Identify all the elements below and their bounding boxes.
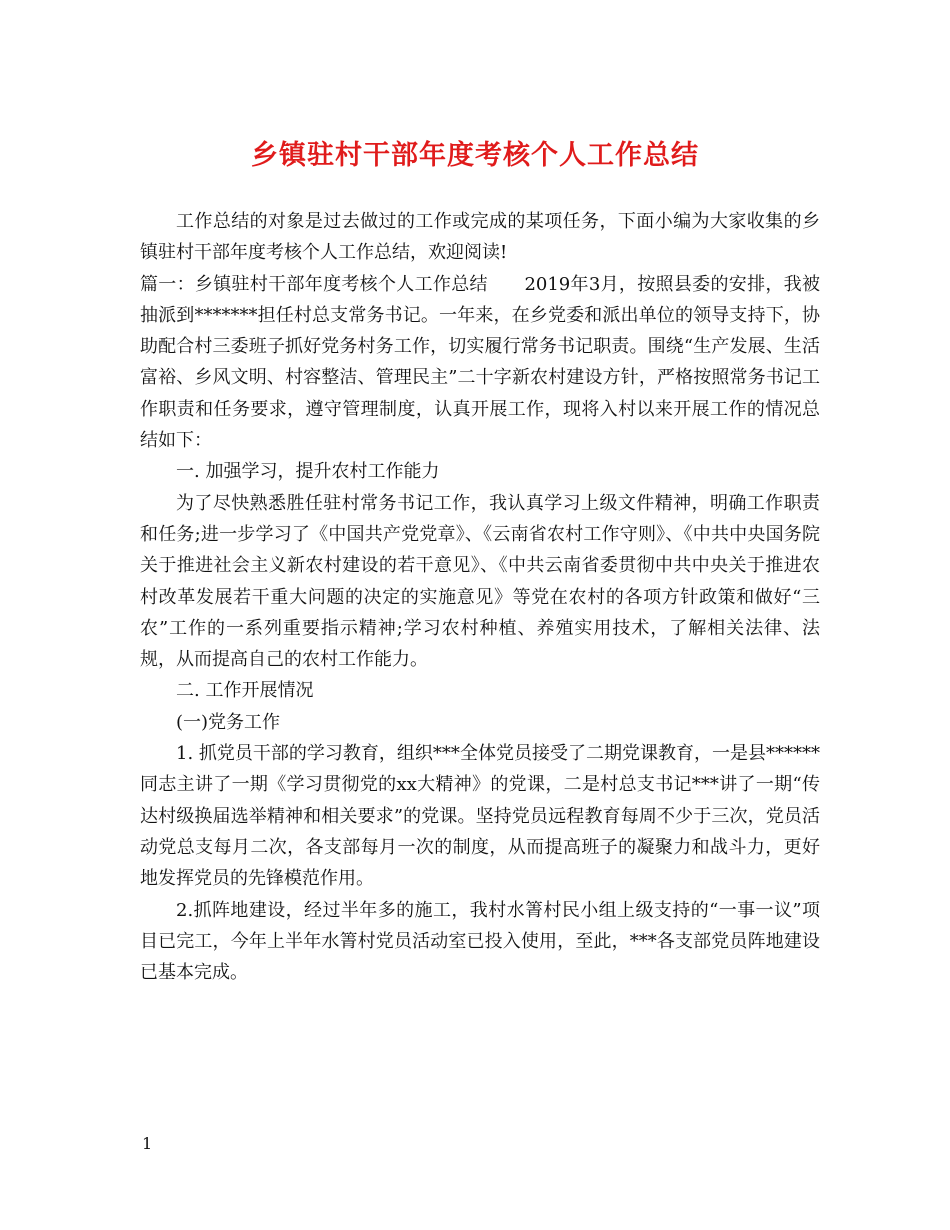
section-heading: 一. 加强学习，提升农村工作能力 bbox=[176, 461, 440, 483]
document-body bbox=[140, 206, 820, 988]
page-title: 乡镇驻村干部年度考核个人工作总结 bbox=[251, 140, 699, 171]
paragraph: 篇一：乡镇驻村干部年度考核个人工作总结 2019年3月，按照县委的安排，我被抽派到*******担任村总支常务书记。一年来，在乡党委和派出单位的领导支持下，协助配合村三委班子抓好党务村务工作，切实履行常务书记职责。围绕“生产发展、生活富裕、乡风文明、村容整洁、管理民主”二十字新农村建设方针，严格按照常务书记工作职责和任务要求，遵守管理制度，认真开展工作，现将入村以来开展工作的情况总结如下： bbox=[140, 273, 820, 452]
paragraph: 为了尽快熟悉胜任驻村常务书记工作，我认真学习上级文件精神，明确工作职责和任务;进一步学习了《中国共产党党章》、《云南省农村工作守则》、《中共中央国务院关于推进社会主义新农村建设的若干意见》、《中共云南省委贯彻中共中央关于推进农村改革发展若干重大问题的决定的实施意见》等党在农村的各项方针政策和做好“三农”工作的一系列重要指示精神;学习农村种植、养殖实用技术，了解相关法律、法规，从而提高自己的农村工作能力。 bbox=[140, 492, 820, 671]
page-number: 1 bbox=[142, 1134, 153, 1153]
subsection-heading: (一)党务工作 bbox=[176, 711, 281, 733]
paragraph: 工作总结的对象是过去做过的工作或完成的某项任务，下面小编为大家收集的乡镇驻村干部年度考核个人工作总结，欢迎阅读! bbox=[140, 211, 820, 264]
section-heading: 二. 工作开展情况 bbox=[176, 680, 314, 702]
paragraph: 2.抓阵地建设，经过半年多的施工，我村水箐村民小组上级支持的“一事一议”项目已完工，今年上半年水箐村党员活动室已投入使用，至此，***各支部党员阵地建设已基本完成。 bbox=[140, 899, 820, 984]
paragraph: 1. 抓党员干部的学习教育，组织***全体党员接受了二期党课教育，一是县******同志主讲了一期《学习贯彻党的xx大精神》的党课，二是村总支书记***讲了一期“传达村级换届选举精神和相关要求”的党课。坚持党员远程教育每周不少于三次，党员活动党总支每月二次，各支部每月一次的制度，从而提高班子的凝聚力和战斗力，更好地发挥党员的先锋模范作用。 bbox=[140, 743, 820, 890]
